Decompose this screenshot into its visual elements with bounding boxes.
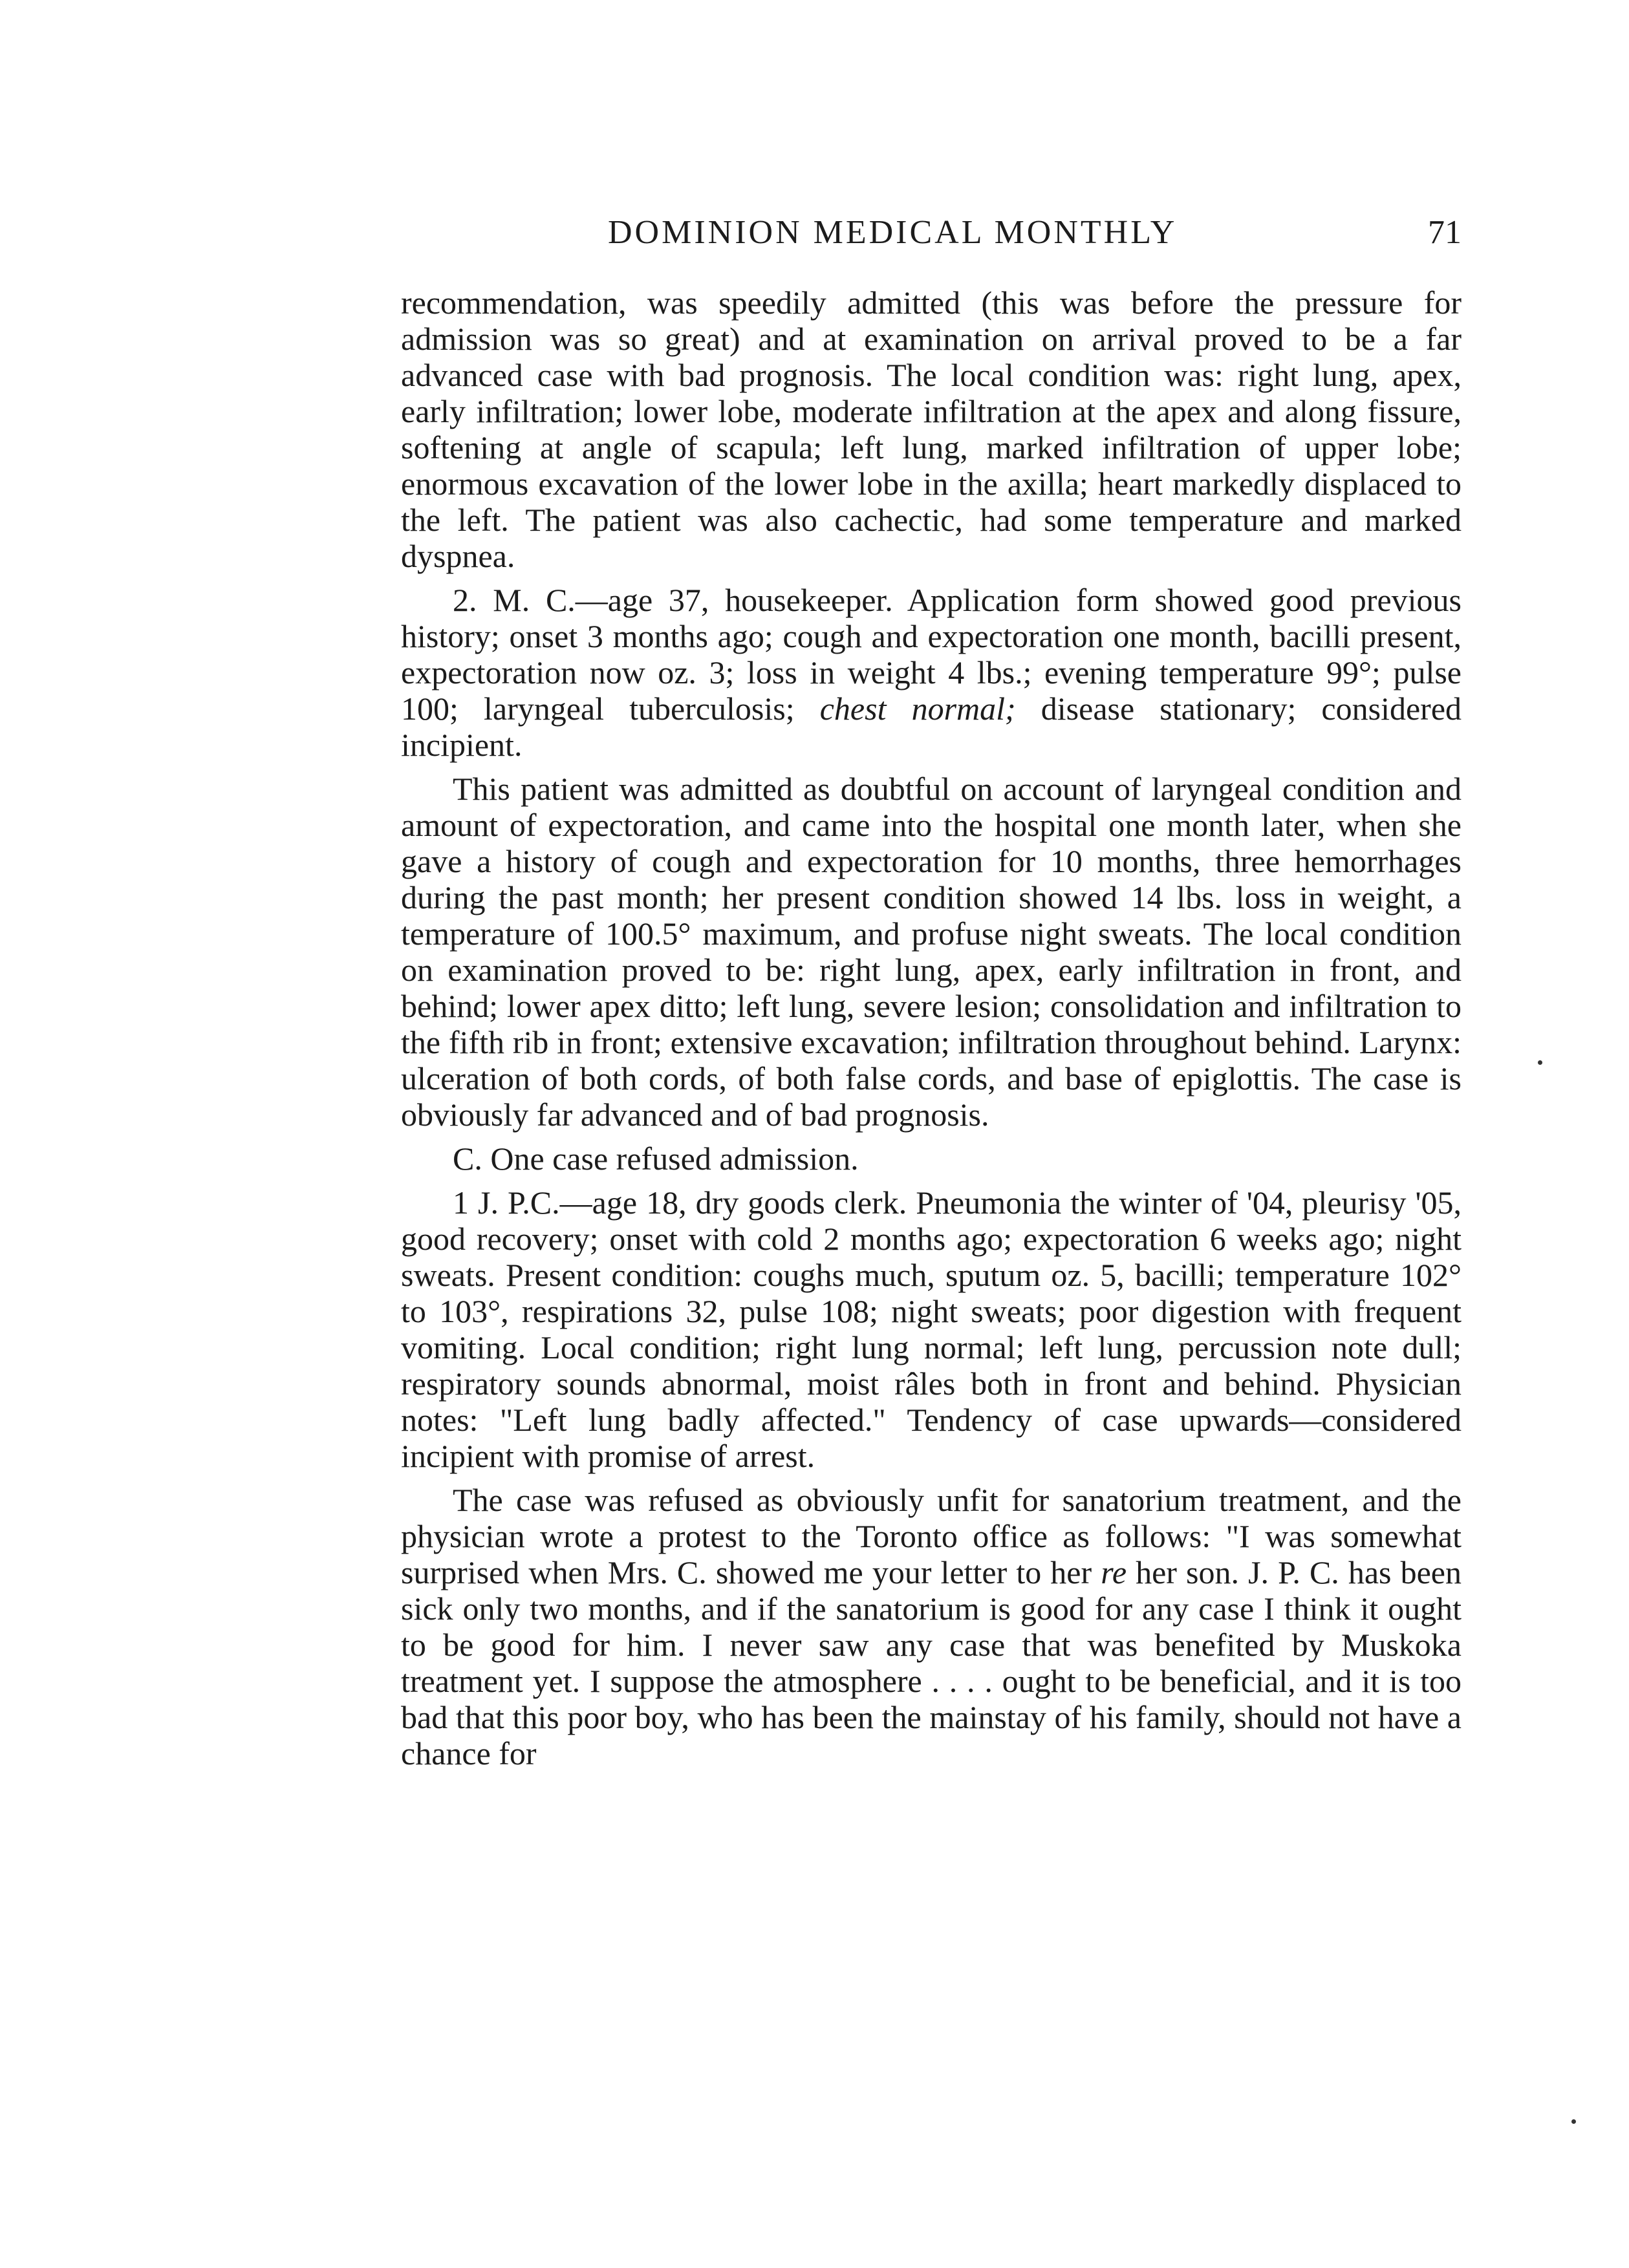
paragraph-continuation: recommendation, was speedily admitted (this was before the pressure for admission was so great) and at examination on arrival proved to be a far advanced case with bad prognosis. The local condition was: right lung, apex, early infiltration; lower lobe, moderate infiltration at the apex and along fissure, softening at angle of scapula; left lung, marked infiltration of upper lobe; enormous excavation of the lower lobe in the axilla; heart markedly displaced to the left. The patient was also cachectic, had some temperature and marked dyspnea. — [401, 284, 1462, 574]
paragraph-case-1: 1 J. P.C.—age 18, dry goods clerk. Pneumonia the winter of '04, pleurisy '05, good recovery; onset with cold 2 months ago; expectoration 6 weeks ago; night sweats. Present condition: coughs much, sputum oz. 5, bacilli; temperature 102° to 103°, respirations 32, pulse 108; night sweats; poor digestion with frequent vomiting. Local condition; right lung normal; left lung, percussion note dull; respiratory sounds abnormal, moist râles both in front and behind. Physician notes: "Left lung badly affected." Tendency of case upwards—considered incipient with promise of arrest. — [401, 1184, 1462, 1474]
paragraph-case-2 — [401, 582, 1462, 763]
page-number: 71 — [1428, 214, 1462, 251]
refused-text-end: her son. J. P. C. has been sick only two months, and if the sanatorium is good for any case I think it ought to be good for him. I never saw any case that was benefited by Muskoka treatment yet. I suppose the atmosphere . . . . ought to be beneficial, and it is too bad that this poor boy, who has been the mainstay of his family, should not have a chance for — [401, 1554, 1462, 1771]
paragraph-section-c: C. One case refused admission. — [453, 1140, 859, 1177]
case-2-text-end: disease stationary; considered incipient. — [401, 690, 1462, 763]
page-header — [401, 213, 1462, 265]
print-speck — [1571, 2119, 1576, 2124]
case-2-text-start: 2. M. C.—age 37, housekeeper. Application form showed good previous history; onset 3 months ago; cough and expectoration one month, bacilli present, expectoration now oz. 3; loss in weight 4 lbs.; evening temperature 99°; pulse 100; laryngeal tuberculosis; — [401, 582, 1462, 727]
paragraph-case-refused — [401, 1482, 1462, 1771]
body-text — [401, 284, 1462, 1779]
refused-text-start: The case was refused as obviously unfit for sanatorium treatment, and the physician wrote a protest to the Toronto office as follows: "I was somewhat surprised when Mrs. C. showed me your letter to her — [401, 1482, 1462, 1590]
running-title: DOMINION MEDICAL MONTHLY — [608, 214, 1178, 251]
refused-emphasis: re — [1101, 1554, 1127, 1590]
paragraph-case-2-admission: This patient was admitted as doubtful on account of laryngeal condition and amount of expectoration, and came into the hospital one month later, when she gave a history of cough and expectoration for 10 months, three hemorrhages during the past month; her present condition showed 14 lbs. loss in weight, a temperature of 100.5° maximum, and profuse night sweats. The local condition on examination proved to be: right lung, apex, early infiltration in front, and behind; lower apex ditto; left lung, severe lesion; consolidation and infiltration to the fifth rib in front; extensive excavation; infiltration throughout behind. Larynx: ulceration of both cords, of both false cords, and base of epiglottis. The case is obviously far advanced and of bad prognosis. — [401, 771, 1462, 1133]
case-2-emphasis: chest normal; — [819, 690, 1016, 727]
print-speck — [1538, 1060, 1542, 1065]
